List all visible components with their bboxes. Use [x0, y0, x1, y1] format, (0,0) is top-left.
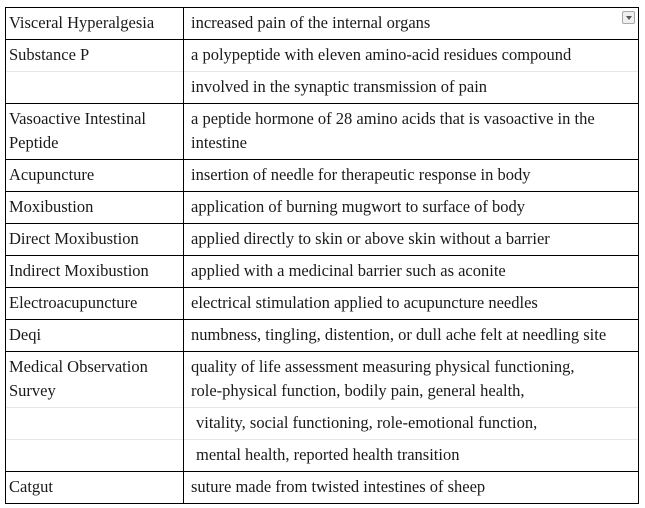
- term-text: Catgut: [9, 477, 53, 496]
- glossary-table: [5, 7, 639, 504]
- definition-cell[interactable]: [184, 440, 639, 472]
- definition-cell[interactable]: [184, 288, 639, 320]
- chevron-down-icon: [626, 16, 632, 20]
- term-cell[interactable]: [6, 160, 184, 192]
- table-row: [6, 408, 639, 440]
- definition-text: a peptide hormone of 28 amino acids that is vasoactive in the: [191, 109, 595, 128]
- term-text: [9, 72, 180, 103]
- term-text: Moxibustion: [9, 197, 94, 216]
- definition-text: role-physical function, bodily pain, general health,: [191, 381, 525, 400]
- term-text: Substance P: [9, 45, 90, 64]
- definition-text: mental health, reported health transition: [196, 445, 460, 464]
- term-cell[interactable]: [6, 72, 184, 104]
- term-text: Deqi: [9, 325, 42, 344]
- table-row: [6, 256, 639, 288]
- term-text: Survey: [9, 381, 56, 400]
- definition-text: applied with a medicinal barrier such as aconite: [191, 261, 506, 280]
- term-text: Acupuncture: [9, 165, 95, 184]
- cell-dropdown-button[interactable]: [622, 11, 635, 24]
- definition-text: insertion of needle for therapeutic response in body: [191, 165, 531, 184]
- term-cell[interactable]: [6, 40, 184, 72]
- table-row: [6, 288, 639, 320]
- definition-text: quality of life assessment measuring physical functioning,: [191, 357, 575, 376]
- table-row: [6, 352, 639, 408]
- term-text: [9, 440, 180, 471]
- definition-text: application of burning mugwort to surface of body: [191, 197, 526, 216]
- table-row: [6, 8, 639, 40]
- term-cell[interactable]: [6, 408, 184, 440]
- term-cell[interactable]: [6, 104, 184, 160]
- definition-text: involved in the synaptic transmission of pain: [191, 77, 488, 96]
- table-row: [6, 440, 639, 472]
- definition-text: a polypeptide with eleven amino-acid residues compound: [191, 45, 572, 64]
- term-cell[interactable]: [6, 224, 184, 256]
- table-row: [6, 224, 639, 256]
- definition-cell[interactable]: [184, 104, 639, 160]
- term-text: Vasoactive Intestinal: [9, 109, 146, 128]
- table-row: [6, 192, 639, 224]
- term-cell[interactable]: [6, 8, 184, 40]
- definition-cell[interactable]: [184, 8, 639, 40]
- definition-cell[interactable]: [184, 408, 639, 440]
- table-row: [6, 160, 639, 192]
- definition-text: vitality, social functioning, role-emotional function,: [196, 413, 538, 432]
- definition-cell[interactable]: [184, 320, 639, 352]
- definition-text: increased pain of the internal organs: [191, 13, 431, 32]
- definition-text: intestine: [191, 133, 247, 152]
- definition-text: electrical stimulation applied to acupuncture needles: [191, 293, 538, 312]
- definition-cell[interactable]: [184, 352, 639, 408]
- definition-text: suture made from twisted intestines of sheep: [191, 477, 486, 496]
- definition-text: applied directly to skin or above skin without a barrier: [191, 229, 550, 248]
- term-text: Direct Moxibustion: [9, 229, 139, 248]
- term-text: Peptide: [9, 133, 59, 152]
- term-text: Indirect Moxibustion: [9, 261, 149, 280]
- definition-cell[interactable]: [184, 40, 639, 72]
- definition-cell[interactable]: [184, 72, 639, 104]
- table-row: [6, 104, 639, 160]
- table-row: [6, 472, 639, 504]
- term-cell[interactable]: [6, 472, 184, 504]
- term-text: Medical Observation: [9, 357, 148, 376]
- term-text: Visceral Hyperalgesia: [9, 13, 155, 32]
- term-cell[interactable]: [6, 288, 184, 320]
- term-cell[interactable]: [6, 320, 184, 352]
- table-row: [6, 72, 639, 104]
- term-cell[interactable]: [6, 256, 184, 288]
- definition-cell[interactable]: [184, 224, 639, 256]
- term-cell[interactable]: [6, 440, 184, 472]
- term-cell[interactable]: [6, 352, 184, 408]
- table-row: [6, 320, 639, 352]
- definition-text: numbness, tingling, distention, or dull ache felt at needling site: [191, 325, 607, 344]
- table-row: [6, 40, 639, 72]
- term-text: [9, 408, 180, 439]
- definition-cell[interactable]: [184, 256, 639, 288]
- definition-cell[interactable]: [184, 192, 639, 224]
- definition-cell[interactable]: [184, 472, 639, 504]
- term-cell[interactable]: [6, 192, 184, 224]
- term-text: Electroacupuncture: [9, 293, 138, 312]
- definition-cell[interactable]: [184, 160, 639, 192]
